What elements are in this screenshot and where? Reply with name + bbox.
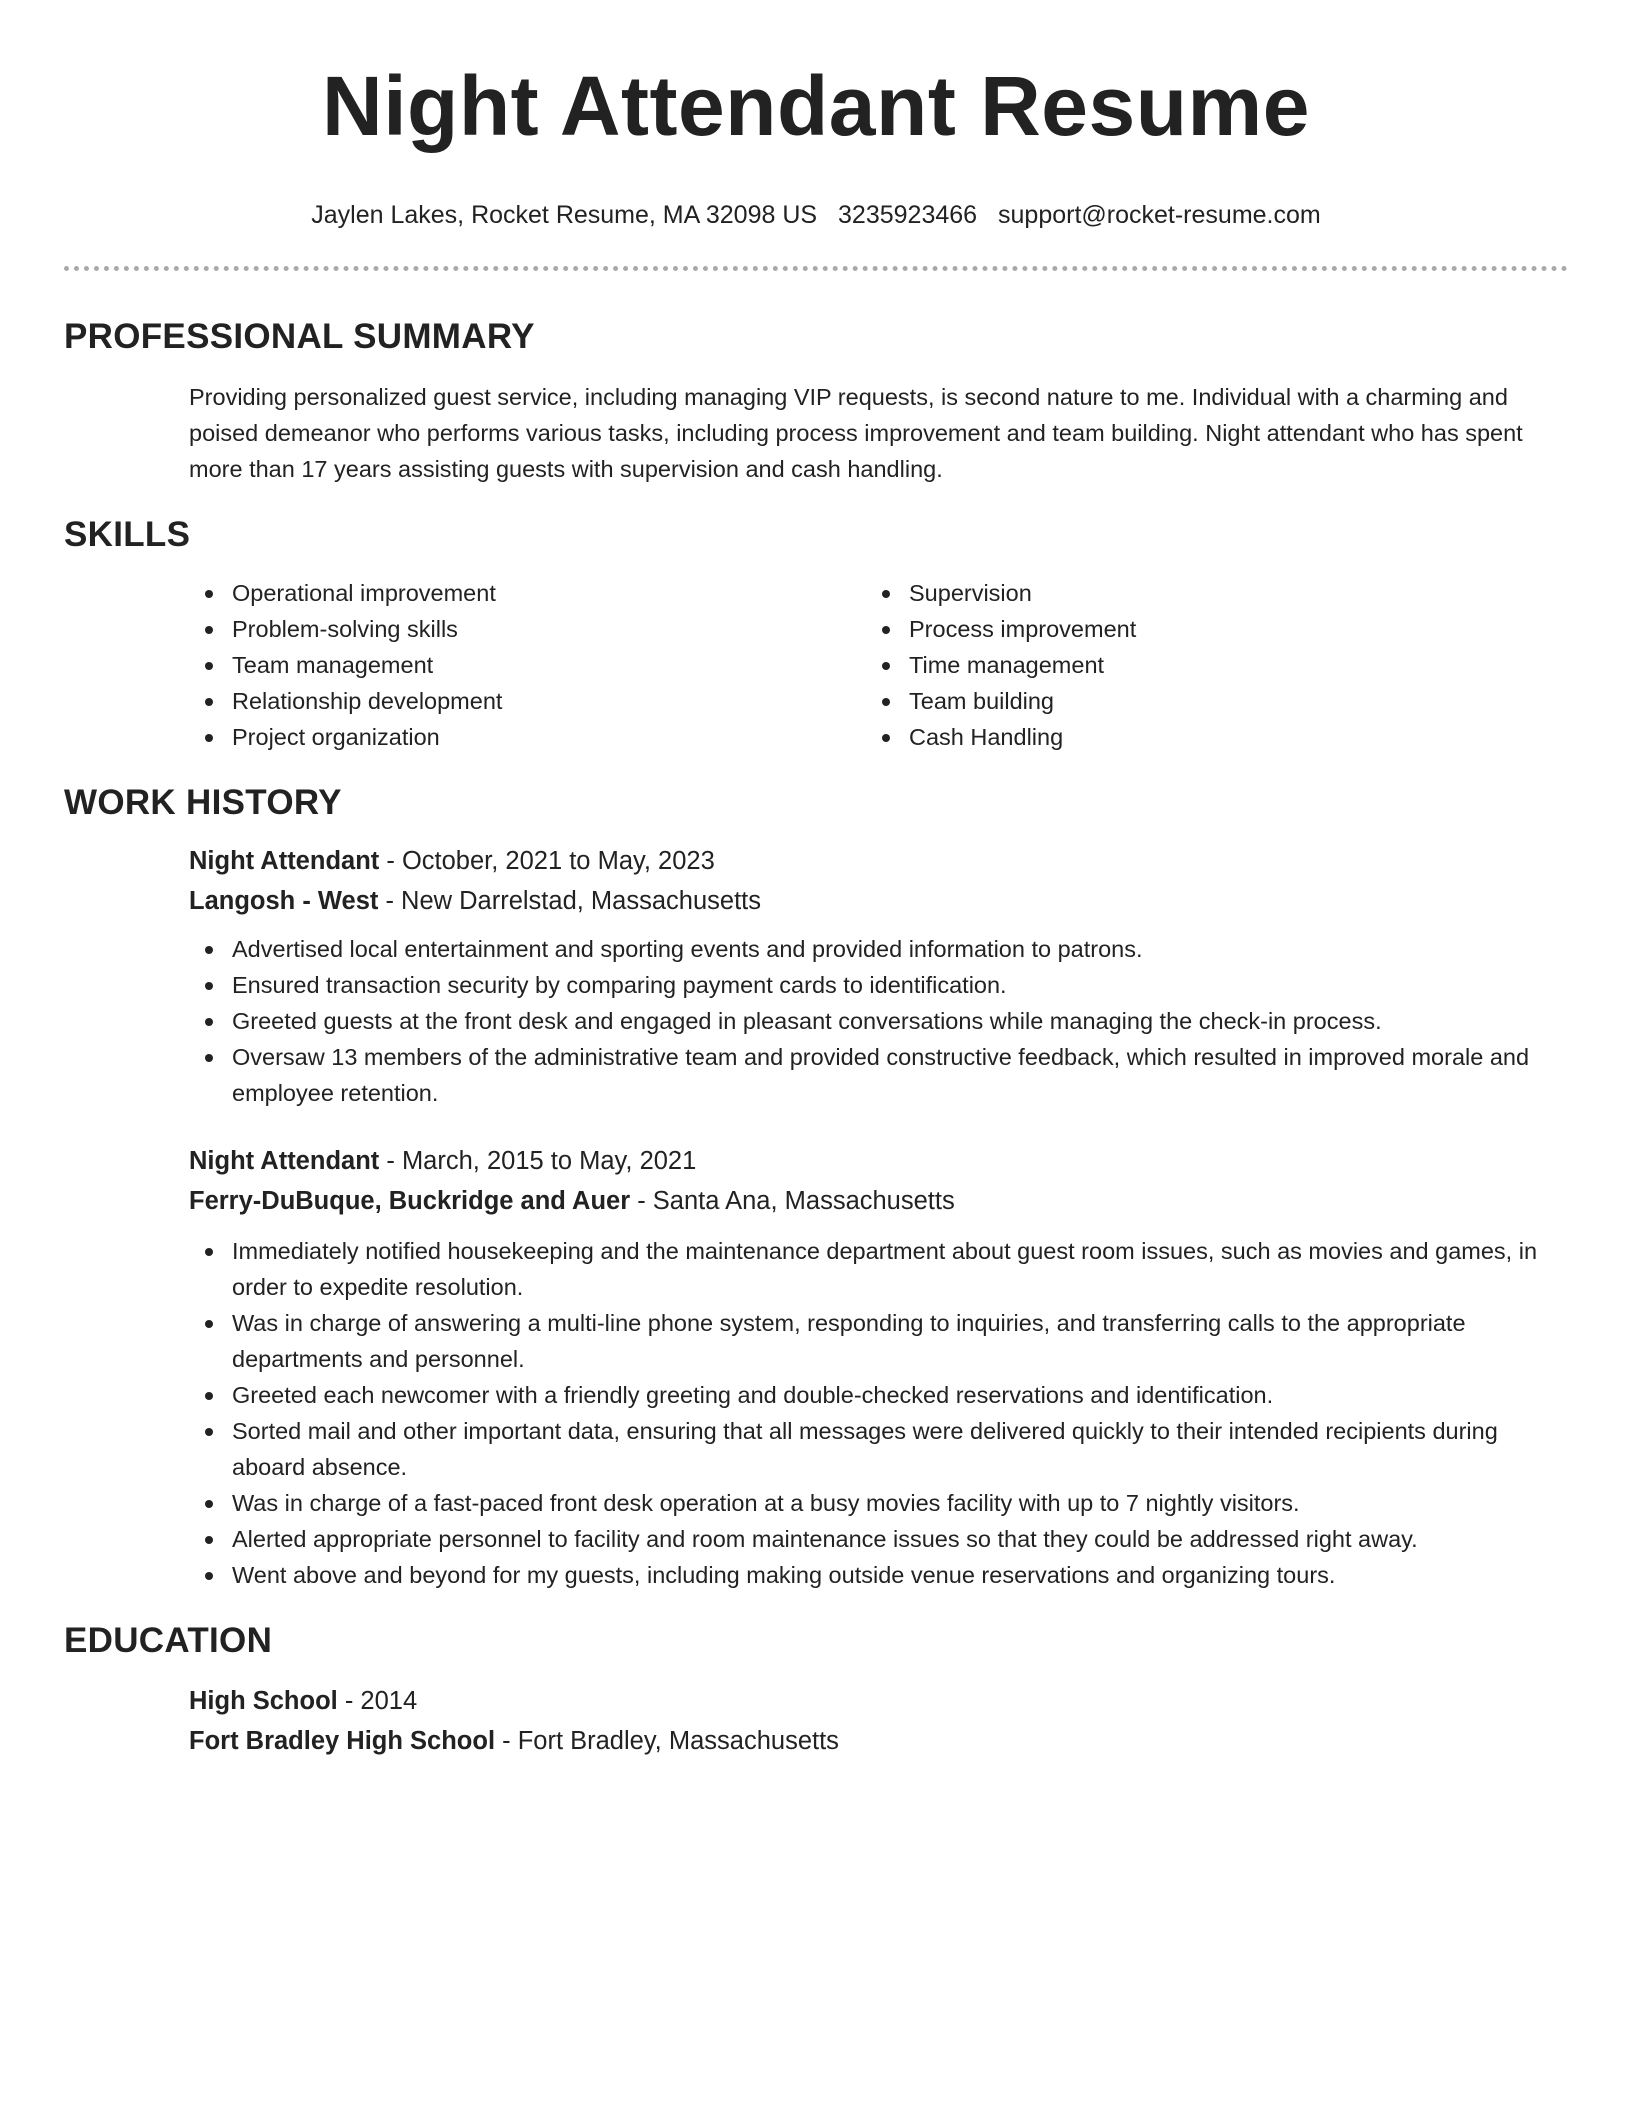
job-title: Night Attendant <box>189 847 380 875</box>
school-location: - Fort Bradley, Massachusetts <box>495 1727 839 1755</box>
skill-item: Operational improvement <box>189 575 866 611</box>
graduation-year: - 2014 <box>337 1687 418 1715</box>
skill-item: Project organization <box>189 719 866 755</box>
contact-address: Jaylen Lakes, Rocket Resume, MA 32098 US <box>311 201 818 229</box>
skill-item: Supervision <box>866 575 1543 611</box>
job-location: - Santa Ana, Massachusetts <box>630 1187 955 1215</box>
job-location: - New Darrelstad, Massachusetts <box>378 887 761 915</box>
duty-item: Was in charge of a fast-paced front desk operation at a busy movies facility with up to 7 nightly visitors. <box>189 1485 1568 1521</box>
job-entry <box>189 1141 1568 1593</box>
school-line <box>189 1721 1568 1761</box>
education-heading: EDUCATION <box>64 1621 273 1660</box>
duty-item: Greeted each newcomer with a friendly greeting and double-checked reservations and identification. <box>189 1377 1568 1413</box>
job-company-line <box>189 881 1568 921</box>
job-title-line <box>189 841 1568 881</box>
job-title-line <box>189 1141 1568 1181</box>
duty-item: Sorted mail and other important data, ensuring that all messages were delivered quickly to their intended recipients during aboard absence. <box>189 1413 1568 1485</box>
duty-item: Advertised local entertainment and sporting events and provided information to patrons. <box>189 931 1568 967</box>
skill-item: Process improvement <box>866 611 1543 647</box>
job-company: Langosh - West <box>189 887 379 915</box>
job-duties <box>189 1233 1568 1593</box>
contact-email: support@rocket-resume.com <box>998 201 1321 229</box>
summary-heading: PROFESSIONAL SUMMARY <box>64 317 535 356</box>
skills-list <box>189 575 1568 755</box>
job-dates: - October, 2021 to May, 2023 <box>379 847 715 875</box>
duty-item: Was in charge of answering a multi-line phone system, responding to inquiries, and transferring calls to the appropriate departments and personnel. <box>189 1305 1568 1377</box>
summary-text: Providing personalized guest service, including managing VIP requests, is second nature to me. Individual with a charming and poised demeanor who performs various tasks, including process improvement and team building. Night attendant who has spent more than 17 years assisting guests with supervision and cash handling. <box>189 384 1523 482</box>
skill-item: Team building <box>866 683 1543 719</box>
job-duties <box>189 931 1568 1111</box>
duty-item: Alerted appropriate personnel to facility and room maintenance issues so that they could be addressed right away. <box>189 1521 1568 1557</box>
job-title: Night Attendant <box>189 1147 380 1175</box>
job-entry <box>189 841 1568 1111</box>
skill-item: Cash Handling <box>866 719 1543 755</box>
degree: High School <box>189 1687 338 1715</box>
job-dates: - March, 2015 to May, 2021 <box>379 1147 697 1175</box>
school-name: Fort Bradley High School <box>189 1727 496 1755</box>
skill-item: Problem-solving skills <box>189 611 866 647</box>
duty-item: Oversaw 13 members of the administrative team and provided constructive feedback, which resulted in improved morale and employee retention. <box>189 1039 1568 1111</box>
skill-item: Relationship development <box>189 683 866 719</box>
job-company-line <box>189 1181 1568 1221</box>
skill-item: Team management <box>189 647 866 683</box>
resume-title: Night Attendant Resume <box>322 59 1310 153</box>
duty-item: Immediately notified housekeeping and the maintenance department about guest room issues, such as movies and games, in order to expedite resolution. <box>189 1233 1568 1305</box>
skill-item: Time management <box>866 647 1543 683</box>
skills-column-right <box>866 575 1543 755</box>
duty-item: Greeted guests at the front desk and engaged in pleasant conversations while managing the check-in process. <box>189 1003 1568 1039</box>
skills-heading: SKILLS <box>64 515 191 554</box>
education-entry <box>189 1681 1568 1761</box>
job-company: Ferry-DuBuque, Buckridge and Auer <box>189 1187 631 1215</box>
work-heading: WORK HISTORY <box>64 783 342 822</box>
contact-phone: 3235923466 <box>838 201 978 229</box>
contact-line <box>0 198 1632 232</box>
duty-item: Went above and beyond for my guests, including making outside venue reservations and organizing tours. <box>189 1557 1568 1593</box>
skills-column-left <box>189 575 866 755</box>
degree-line <box>189 1681 1568 1721</box>
duty-item: Ensured transaction security by comparing payment cards to identification. <box>189 967 1568 1003</box>
header-divider <box>64 266 1568 271</box>
